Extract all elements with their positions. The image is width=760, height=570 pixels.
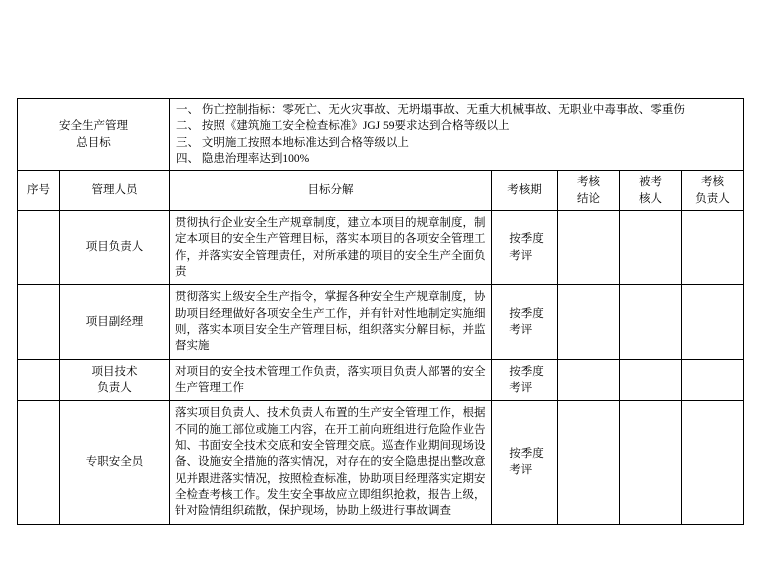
row-role [60, 210, 170, 284]
goal-item-2: 二、 按照《建筑施工安全检查标准》JGJ 59要求达到合格等级以上 [176, 120, 510, 133]
goal-label-cell [18, 99, 170, 171]
row-review-conclusion [558, 401, 620, 524]
header-review-conclusion-line2: 结论 [577, 192, 600, 205]
row-reviewed-person [620, 359, 682, 401]
row-period [492, 401, 558, 524]
header-review-conclusion-line1: 考核 [577, 176, 600, 189]
goal-item-4: 四、 隐患治理率达到100% [176, 152, 310, 165]
header-reviewer [682, 171, 744, 211]
row-role [60, 359, 170, 401]
row-period [492, 285, 558, 359]
header-decomposition: 目标分解 [170, 171, 492, 211]
row-no [18, 285, 60, 359]
row-no [18, 359, 60, 401]
row-reviewed-person [620, 210, 682, 284]
row-review-conclusion [558, 210, 620, 284]
table-row [18, 285, 744, 359]
row-decomposition: 贯彻执行企业安全生产规章制度，建立本项目的规章制度，制定本项目的安全生产管理目标，落实本项目的各项安全管理工作，并落实安全管理责任，对所承建的项目的安全生产全面负责 [170, 210, 492, 284]
header-reviewed-person-line1: 被考 [639, 176, 662, 189]
row-no [18, 210, 60, 284]
goal-label-line2: 总目标 [76, 136, 111, 149]
row-role-line2: 负责人 [97, 381, 132, 394]
row-role [60, 285, 170, 359]
row-role-line1: 项目技术 [91, 365, 138, 378]
row-period [492, 359, 558, 401]
row-review-conclusion [558, 285, 620, 359]
goal-item-1: 一、 伤亡控制指标：零死亡、无火灾事故、无坍塌事故、无重大机械事故、无职业中毒事故、零重伤 [176, 104, 685, 116]
header-review-conclusion [558, 171, 620, 211]
table-header-row [18, 171, 744, 211]
header-reviewer-line2: 负责人 [695, 192, 730, 205]
row-period-line2: 考评 [509, 249, 533, 262]
row-reviewer [682, 285, 744, 359]
row-period-line2: 考评 [509, 464, 533, 477]
row-period-line1: 按季度 [509, 307, 544, 320]
safety-management-table-wrapper [17, 98, 743, 525]
goal-items-cell [170, 99, 744, 171]
row-period [492, 210, 558, 284]
table-row-goal [18, 99, 744, 171]
table-row [18, 401, 744, 524]
row-period-line1: 按季度 [509, 448, 544, 461]
table-row [18, 359, 744, 401]
row-period-line2: 考评 [509, 381, 533, 394]
row-no [18, 401, 60, 524]
safety-management-table [17, 98, 744, 525]
row-reviewer [682, 401, 744, 524]
row-decomposition: 落实项目负责人、技术负责人布置的生产安全管理工作，根据不同的施工部位或施工内容，在开工前向班组进行危险作业告知、书面安全技术交底和安全管理交底。巡查作业期间现场设备、设施安全措施的落实情况，对存在的安全隐患提出整改意见并跟进落实情况，按照检查标准，协助项目经理落实定期安全检查考核工作。发生安全事故应立即组织抢救，报告上级，针对险情组织疏散，保护现场，协助上级进行事故调查 [170, 401, 492, 524]
goal-label-line1: 安全生产管理 [59, 120, 128, 133]
row-period-line2: 考评 [509, 323, 533, 336]
row-reviewed-person [620, 401, 682, 524]
row-role-line1: 专职安全员 [85, 456, 144, 469]
row-decomposition: 贯彻落实上级安全生产指令，掌握各种安全生产规章制度，协助项目经理做好各项安全生产工作，并有针对性地制定实施细则，落实本项目安全生产管理目标，组织落实分解目标，并监督实施 [170, 285, 492, 359]
header-reviewer-line1: 考核 [701, 176, 725, 189]
row-reviewed-person [620, 285, 682, 359]
row-period-line1: 按季度 [509, 233, 544, 246]
header-no: 序号 [18, 171, 60, 211]
header-manager: 管理人员 [60, 171, 170, 211]
table-row [18, 210, 744, 284]
row-decomposition: 对项目的安全技术管理工作负责，落实项目负责人部署的安全生产管理工作 [170, 359, 492, 401]
header-period: 考核期 [492, 171, 558, 211]
goal-item-3: 三、 文明施工按照本地标准达到合格等级以上 [176, 136, 409, 149]
row-reviewer [682, 359, 744, 401]
row-role-line1: 项目负责人 [85, 241, 144, 254]
row-reviewer [682, 210, 744, 284]
row-period-line1: 按季度 [509, 365, 544, 378]
header-reviewed-person-line2: 核人 [639, 192, 662, 205]
row-review-conclusion [558, 359, 620, 401]
row-role [60, 401, 170, 524]
row-role-line1: 项目副经理 [85, 315, 144, 328]
header-reviewed-person [620, 171, 682, 211]
